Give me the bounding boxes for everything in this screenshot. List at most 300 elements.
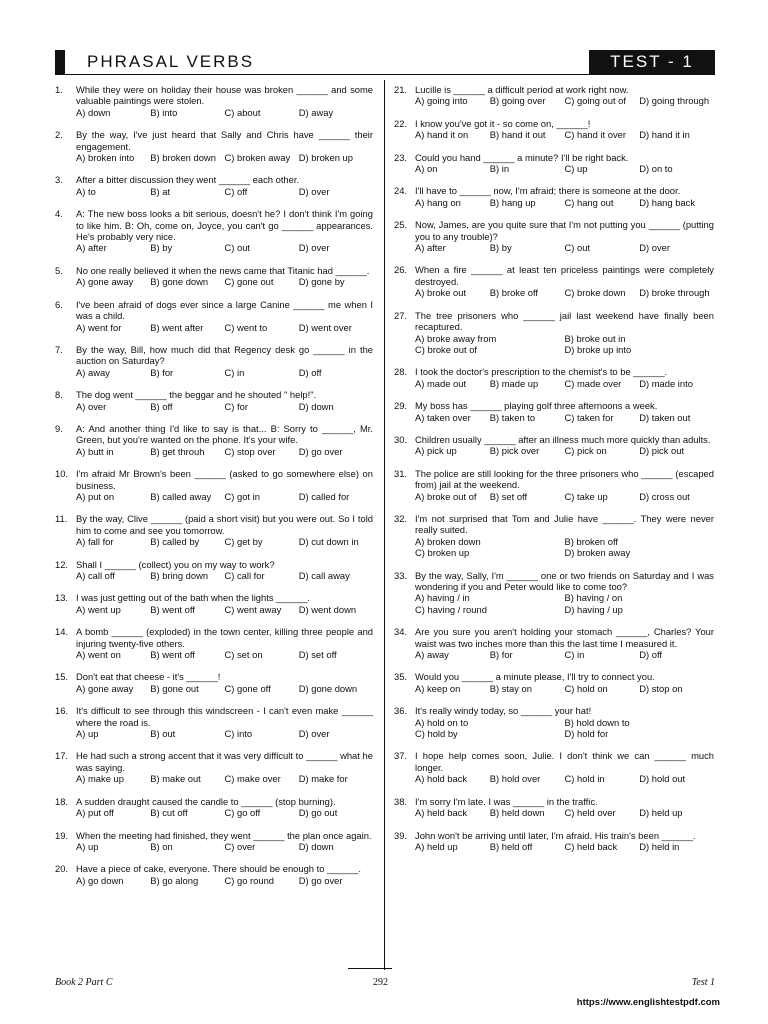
- question-number: 14.: [55, 626, 69, 638]
- answer-option[interactable]: A) away: [76, 366, 110, 378]
- answer-option[interactable]: B) for: [489, 649, 513, 661]
- answer-option[interactable]: C) set on: [224, 649, 263, 661]
- question-item: [394, 366, 714, 389]
- answer-option[interactable]: C) made over: [564, 377, 622, 389]
- answer-option[interactable]: D) on to: [639, 163, 673, 175]
- question-item: [394, 219, 714, 253]
- answer-options: [415, 333, 714, 356]
- answer-option[interactable]: B) get throuh: [150, 445, 205, 457]
- answer-option[interactable]: D) down: [298, 400, 334, 412]
- answer-options: [415, 649, 714, 660]
- question-item: [55, 265, 373, 288]
- question-number: 12.: [55, 558, 69, 570]
- answer-option[interactable]: D) hang back: [639, 196, 696, 208]
- question-number: 29.: [394, 400, 408, 412]
- answer-options: [415, 163, 714, 174]
- question-stem: Don't eat that cheese - it's ______!: [76, 671, 221, 683]
- answer-option[interactable]: D) broke through: [639, 287, 710, 299]
- answer-option[interactable]: B) off: [150, 400, 173, 412]
- question-item: [55, 299, 373, 333]
- question-number: 38.: [394, 795, 408, 807]
- answer-option[interactable]: C) hang out: [564, 196, 614, 208]
- answer-option[interactable]: C) stop over: [224, 445, 276, 457]
- footer-book: Book 2 Part C: [55, 977, 113, 988]
- right-column: [394, 84, 714, 863]
- question-item: [394, 796, 714, 819]
- question-number: 36.: [394, 705, 408, 717]
- answer-options: [76, 491, 373, 502]
- answer-options: [76, 649, 373, 660]
- answer-options: [76, 186, 373, 197]
- question-stem: A: And another thing I'd like to say is that... B: Sorry to ______, Mr. Green, but you're wanted on the phone. It's your wife.: [76, 422, 373, 446]
- answer-option[interactable]: C) for: [224, 400, 248, 412]
- question-number: 39.: [394, 829, 408, 841]
- question-number: 15.: [55, 671, 69, 683]
- answer-option[interactable]: C) broke down: [564, 287, 626, 299]
- answer-options: [76, 728, 373, 739]
- question-item: [394, 830, 714, 853]
- answer-option[interactable]: B) gone down: [150, 276, 209, 288]
- answer-option[interactable]: D) off: [639, 649, 663, 661]
- answer-options: [76, 604, 373, 615]
- answer-option[interactable]: B) held off: [489, 840, 533, 852]
- answer-option[interactable]: C) about: [224, 106, 261, 118]
- answer-option[interactable]: A) over: [76, 400, 107, 412]
- question-item: [394, 626, 714, 660]
- answer-option[interactable]: A) went for: [76, 321, 122, 333]
- question-number: 22.: [394, 117, 408, 129]
- answer-option[interactable]: A) down: [76, 106, 111, 118]
- question-number: 31.: [394, 467, 408, 479]
- answer-option[interactable]: C) hand it over: [564, 129, 626, 141]
- answer-option[interactable]: C) take up: [564, 490, 608, 502]
- answer-options: [76, 570, 373, 581]
- page-title: PHRASAL VERBS: [87, 52, 255, 71]
- answer-option[interactable]: A) held up: [415, 840, 458, 852]
- question-number: 1.: [55, 84, 63, 95]
- question-item: [55, 423, 373, 457]
- answer-option[interactable]: D) hold for: [564, 728, 609, 740]
- answer-option[interactable]: B) went off: [150, 603, 195, 615]
- left-column: [55, 84, 373, 897]
- answer-option[interactable]: A) up: [76, 840, 99, 852]
- question-stem: When a fire ______ at least ten priceless paintings were completely destroyed.: [415, 264, 714, 287]
- question-item: [55, 863, 373, 886]
- answer-options: [415, 445, 714, 456]
- answer-option[interactable]: A) put on: [76, 490, 115, 502]
- answer-option[interactable]: C) get by: [224, 536, 263, 548]
- question-number: 19.: [55, 829, 69, 841]
- answer-option[interactable]: B) having / on: [564, 592, 623, 604]
- answer-option[interactable]: A) hang on: [415, 196, 461, 208]
- answer-option[interactable]: B) broke out in: [564, 332, 626, 344]
- answer-option[interactable]: C) off: [224, 185, 248, 197]
- question-stem: While they were on holiday their house was broken ______ and some valuable paintings were stolen.: [76, 84, 373, 107]
- question-number: 7.: [55, 343, 63, 355]
- answer-options: [415, 197, 714, 208]
- question-item: [55, 344, 373, 378]
- answer-option[interactable]: D) go over: [298, 874, 343, 886]
- question-item: [55, 174, 373, 197]
- question-stem: John won't be arriving until later, I'm afraid. His train's been ______.: [415, 829, 696, 841]
- question-item: [55, 559, 373, 582]
- answer-option[interactable]: D) cut down in: [298, 536, 359, 548]
- answer-option[interactable]: D) over: [298, 242, 330, 254]
- footer-rule: [348, 968, 392, 969]
- question-stem: The dog went ______ the beggar and he shouted " help!".: [76, 389, 317, 401]
- answer-option[interactable]: D) called for: [298, 490, 350, 502]
- answer-option[interactable]: D) taken out: [639, 411, 691, 423]
- question-item: [394, 84, 714, 107]
- question-item: [55, 389, 373, 412]
- question-stem: Now, James, are you quite sure that I'm not putting you ______ (putting you to any trouble)?: [415, 219, 714, 242]
- question-number: 37.: [394, 750, 408, 762]
- answer-options: [76, 807, 373, 818]
- question-number: 6.: [55, 298, 63, 310]
- answer-option[interactable]: C) gone off: [224, 682, 271, 694]
- answer-option[interactable]: B) pick over: [489, 445, 540, 457]
- answer-option[interactable]: D) held in: [639, 840, 680, 852]
- question-stem: Shall I ______ (collect) you on my way to work?: [76, 558, 275, 570]
- question-number: 4.: [55, 208, 63, 220]
- answer-option[interactable]: D) went over: [298, 321, 352, 333]
- answer-option[interactable]: B) called by: [150, 536, 200, 548]
- question-stem: By the way, Bill, how much did that Regency desk go ______ in the auction on Saturday?: [76, 343, 373, 367]
- answer-option[interactable]: B) going over: [489, 95, 546, 107]
- answer-option[interactable]: A) going into: [415, 95, 468, 107]
- question-item: [394, 152, 714, 175]
- answer-option[interactable]: A) after: [415, 242, 446, 254]
- answer-option[interactable]: A) broken into: [76, 152, 135, 164]
- answer-option[interactable]: D) make for: [298, 773, 348, 785]
- answer-option[interactable]: D) set off: [298, 649, 337, 661]
- answer-options: [76, 446, 373, 457]
- question-stem: Are you sure you aren't holding your stomach ______, Charles? Your waist was two inches more than this the last time I measured it.: [415, 626, 714, 649]
- answer-option[interactable]: A) broken down: [415, 535, 481, 547]
- question-item: [55, 129, 373, 163]
- answer-option[interactable]: D) hold out: [639, 773, 686, 785]
- question-number: 3.: [55, 174, 63, 186]
- answer-option[interactable]: C) broke out of: [415, 343, 478, 355]
- question-stem: I'm afraid Mr Brown's been ______ (asked to go somewhere else) on business.: [76, 468, 373, 491]
- answer-option[interactable]: A) having / in: [415, 592, 470, 604]
- answer-option[interactable]: B) taken to: [489, 411, 536, 423]
- answer-options: [415, 807, 714, 818]
- answer-option[interactable]: B) hang up: [489, 196, 536, 208]
- answer-option[interactable]: B) broke off: [489, 287, 539, 299]
- answer-option[interactable]: B) hand it out: [489, 129, 546, 141]
- question-stem: Would you ______ a minute please, I'll try to connect you.: [415, 671, 655, 683]
- question-item: [55, 830, 373, 853]
- question-number: 10.: [55, 468, 69, 480]
- answer-option[interactable]: B) cut off: [150, 807, 188, 819]
- answer-option[interactable]: C) went away: [224, 603, 282, 615]
- answer-options: [415, 592, 714, 615]
- answer-option[interactable]: B) hold down to: [564, 716, 630, 728]
- answer-option[interactable]: D) cross out: [639, 490, 690, 502]
- answer-option[interactable]: B) went after: [150, 321, 204, 333]
- answer-option[interactable]: C) taken for: [564, 411, 614, 423]
- answer-options: [415, 412, 714, 423]
- test-label: TEST - 1: [589, 50, 715, 74]
- question-stem: I've been afraid of dogs ever since a large Canine ______ me when I was a child.: [76, 298, 373, 322]
- answer-option[interactable]: A) hand it on: [415, 129, 469, 141]
- question-number: 16.: [55, 705, 69, 717]
- answer-option[interactable]: D) stop on: [639, 682, 683, 694]
- answer-option[interactable]: D) made into: [639, 377, 693, 389]
- question-number: 11.: [55, 513, 68, 525]
- footer-url-link[interactable]: https://www.englishtestpdf.com: [576, 997, 720, 1008]
- question-item: [55, 626, 373, 660]
- question-stem: A sudden draught caused the candle to ______ (stop burning).: [76, 795, 336, 807]
- answer-option[interactable]: B) bring down: [150, 570, 209, 581]
- question-stem: Lucille is ______ a difficult period at work right now.: [415, 84, 629, 95]
- answer-options: [76, 152, 373, 163]
- answer-options: [76, 107, 373, 118]
- answer-option[interactable]: D) held up: [639, 807, 683, 819]
- answer-options: [76, 367, 373, 378]
- question-number: 5.: [55, 264, 63, 276]
- answer-option[interactable]: A) put off: [76, 807, 114, 819]
- answer-option[interactable]: B) into: [150, 106, 178, 118]
- answer-option[interactable]: D) away: [298, 106, 334, 118]
- question-number: 35.: [394, 671, 408, 683]
- question-item: [394, 185, 714, 208]
- answer-option[interactable]: A) pick up: [415, 445, 457, 457]
- question-number: 24.: [394, 185, 408, 197]
- answer-option[interactable]: A) gone away: [76, 276, 134, 288]
- answer-option[interactable]: D) down: [298, 840, 334, 852]
- question-number: 9.: [55, 422, 63, 434]
- answer-option[interactable]: D) call away: [298, 570, 350, 581]
- question-stem: Children usually ______ after an illness much more quickly than adults.: [415, 433, 711, 445]
- answer-options: [76, 322, 373, 333]
- answer-option[interactable]: A) gone away: [76, 682, 134, 694]
- answer-option[interactable]: B) by: [150, 242, 173, 254]
- answer-options: [415, 773, 714, 784]
- answer-option[interactable]: D) broken away: [564, 547, 631, 559]
- answer-options: [76, 841, 373, 852]
- answer-option[interactable]: C) make over: [224, 773, 281, 785]
- question-stem: By the way, I've just heard that Sally and Chris have ______ their engagement.: [76, 129, 373, 152]
- answer-options: [415, 95, 714, 106]
- answer-option[interactable]: B) on: [150, 840, 173, 852]
- question-stem: By the way, Clive ______ (paid a short visit) but you were out. So I told him to come and see you tomorrow.: [76, 513, 373, 536]
- question-stem: After a bitter discussion they went ______ each other.: [76, 174, 300, 186]
- answer-option[interactable]: D) go over: [298, 445, 343, 457]
- answer-option[interactable]: B) broken down: [150, 152, 216, 164]
- answer-option[interactable]: D) gone by: [298, 276, 345, 288]
- question-number: 18.: [55, 795, 69, 807]
- answer-option[interactable]: B) broken off: [564, 535, 619, 547]
- answer-option[interactable]: D) over: [298, 728, 330, 740]
- answer-option[interactable]: B) in: [489, 163, 510, 175]
- answer-option[interactable]: D) hand it in: [639, 129, 690, 141]
- question-stem: I know you've got it - so come on, ______!: [415, 117, 591, 129]
- answer-options: [76, 683, 373, 694]
- answer-option[interactable]: A) went up: [76, 603, 121, 615]
- answer-option[interactable]: B) by: [489, 242, 512, 254]
- question-stem: By the way, Sally, I'm ______ one or two friends on Saturday and I was wondering if you and Peter would like to come too?: [415, 569, 714, 592]
- question-item: [394, 400, 714, 423]
- answer-option[interactable]: C) hold by: [415, 728, 458, 740]
- answer-option[interactable]: C) pick on: [564, 445, 607, 457]
- answer-option[interactable]: C) up: [564, 163, 588, 175]
- question-number: 8.: [55, 389, 63, 401]
- answer-option[interactable]: B) made up: [489, 377, 539, 389]
- answer-option[interactable]: A) to: [76, 185, 96, 197]
- question-stem: My boss has ______ playing golf three afternoons a week.: [415, 400, 658, 412]
- question-number: 25.: [394, 219, 408, 231]
- answer-option[interactable]: D) over: [298, 185, 330, 197]
- answer-option[interactable]: A) after: [76, 242, 107, 254]
- answer-options: [76, 875, 373, 886]
- answer-options: [415, 378, 714, 389]
- question-item: [394, 705, 714, 739]
- answer-option[interactable]: C) over: [224, 840, 256, 852]
- answer-options: [415, 717, 714, 740]
- answer-option[interactable]: B) at: [150, 185, 171, 197]
- answer-option[interactable]: C) broken away: [224, 152, 291, 164]
- answer-option[interactable]: B) set off: [489, 490, 528, 502]
- answer-option[interactable]: D) go out: [298, 807, 338, 819]
- footer-test: Test 1: [691, 977, 715, 988]
- answer-option[interactable]: D) going through: [639, 95, 710, 107]
- answer-option[interactable]: C) go round: [224, 874, 275, 886]
- question-stem: He had such a strong accent that it was very difficult to ______ what he was saying.: [76, 750, 373, 773]
- answer-option[interactable]: A) hold back: [415, 773, 468, 785]
- answer-option[interactable]: C) got in: [224, 490, 260, 502]
- answer-option[interactable]: D) having / up: [564, 603, 623, 615]
- answer-option[interactable]: C) hold in: [564, 773, 605, 785]
- answer-option[interactable]: A) broke out of: [415, 490, 477, 502]
- answer-option[interactable]: B) gone out: [150, 682, 199, 694]
- question-item: [55, 705, 373, 739]
- question-item: [394, 513, 714, 559]
- answer-options: [415, 841, 714, 852]
- answer-option[interactable]: C) out: [224, 242, 251, 254]
- answer-options: [415, 129, 714, 140]
- answer-option[interactable]: A) hold on to: [415, 716, 469, 728]
- answer-option[interactable]: A) go down: [76, 874, 124, 886]
- footer-page-number: 292: [373, 977, 388, 988]
- answer-options: [415, 491, 714, 502]
- answer-option[interactable]: B) held down: [489, 807, 545, 819]
- answer-option[interactable]: A) on: [415, 163, 438, 175]
- answer-option[interactable]: A) made out: [415, 377, 467, 389]
- answer-options: [76, 773, 373, 784]
- answer-option[interactable]: C) going out of: [564, 95, 626, 107]
- question-number: 27.: [394, 309, 408, 321]
- answer-option[interactable]: B) hold over: [489, 773, 541, 785]
- question-number: 28.: [394, 366, 408, 378]
- question-stem: The police are still looking for the three prisoners who ______ (escaped from) jail at the weekend.: [415, 467, 714, 491]
- answer-option[interactable]: D) went down: [298, 603, 357, 615]
- answer-option[interactable]: B) out: [150, 728, 176, 740]
- answer-option[interactable]: C) having / round: [415, 603, 487, 615]
- answer-option[interactable]: B) called away: [150, 490, 212, 502]
- answer-option[interactable]: A) make up: [76, 773, 124, 785]
- answer-option[interactable]: A) taken over: [415, 411, 471, 423]
- question-item: [394, 570, 714, 616]
- question-number: 20.: [55, 863, 69, 875]
- answer-option[interactable]: C) in: [564, 649, 585, 661]
- question-item: [394, 118, 714, 141]
- answer-option[interactable]: B) for: [150, 366, 174, 378]
- question-stem: I'm not surprised that Tom and Julie have ______. They were never really suited.: [415, 512, 714, 536]
- answer-option[interactable]: C) broken up: [415, 547, 470, 559]
- answer-option[interactable]: D) pick out: [639, 445, 685, 457]
- answer-option[interactable]: C) go off: [224, 807, 261, 819]
- question-item: [394, 310, 714, 356]
- answer-option[interactable]: A) call off: [76, 570, 115, 581]
- answer-option[interactable]: D) off: [298, 366, 322, 378]
- answer-option[interactable]: C) held over: [564, 807, 616, 819]
- question-number: 13.: [55, 592, 69, 604]
- question-number: 32.: [394, 512, 408, 524]
- question-item: [394, 468, 714, 502]
- answer-options: [415, 683, 714, 694]
- answer-option[interactable]: A) went on: [76, 649, 121, 661]
- question-stem: Have a piece of cake, everyone. There should be enough to ______.: [76, 863, 361, 875]
- question-stem: I took the doctor's prescription to the chemist's to be ______.: [415, 366, 668, 378]
- answer-option[interactable]: B) went off: [150, 649, 195, 661]
- question-item: [394, 434, 714, 457]
- answer-option[interactable]: A) away: [415, 649, 449, 661]
- answer-option[interactable]: C) in: [224, 366, 245, 378]
- question-stem: The tree prisoners who ______ jail last weekend have finally been recaptured.: [415, 309, 714, 333]
- question-item: [55, 513, 373, 547]
- question-number: 2.: [55, 129, 63, 141]
- answer-option[interactable]: B) go along: [150, 874, 199, 886]
- answer-option[interactable]: C) into: [224, 728, 253, 740]
- answer-option[interactable]: B) stay on: [489, 682, 532, 694]
- answer-option[interactable]: D) over: [639, 242, 670, 254]
- answer-option[interactable]: A) broke out: [415, 287, 467, 299]
- question-item: [394, 750, 714, 784]
- answer-option[interactable]: C) hold on: [564, 682, 608, 694]
- answer-option[interactable]: A) up: [76, 728, 99, 740]
- answer-option[interactable]: C) held back: [564, 840, 618, 852]
- question-item: [55, 208, 373, 254]
- answer-option[interactable]: A) broke away from: [415, 332, 497, 344]
- question-stem: I'll have to ______ now, I'm afraid; there is someone at the door.: [415, 185, 681, 197]
- question-stem: I hope help comes soon, Julie. I don't think we can ______ much longer.: [415, 750, 714, 773]
- answer-options: [76, 242, 373, 253]
- question-number: 26.: [394, 264, 408, 276]
- answer-option[interactable]: B) make out: [150, 773, 201, 785]
- question-stem: No one really believed it when the news came that Titanic had ______.: [76, 264, 370, 276]
- question-item: [394, 264, 714, 298]
- answer-option[interactable]: D) broken up: [298, 152, 353, 164]
- answer-option[interactable]: A) fall for: [76, 536, 114, 548]
- answer-options: [76, 536, 373, 547]
- question-stem: A: The new boss looks a bit serious, doesn't he? I don't think I'm going to like him. B: Oh, come on, Joyce, you can't go ______ appearances. He's probably very nice.: [76, 208, 373, 243]
- answer-option[interactable]: D) gone down: [298, 682, 358, 694]
- answer-option[interactable]: A) held back: [415, 807, 468, 819]
- answer-options: [76, 276, 373, 287]
- answer-options: [415, 287, 714, 298]
- answer-option[interactable]: A) butt in: [76, 445, 114, 457]
- answer-option[interactable]: D) broke up into: [564, 343, 632, 355]
- page-header: [55, 50, 715, 74]
- answer-option[interactable]: C) call for: [224, 570, 265, 581]
- answer-option[interactable]: C) went to: [224, 321, 268, 333]
- question-number: 23.: [394, 151, 408, 163]
- answer-option[interactable]: C) gone out: [224, 276, 274, 288]
- answer-option[interactable]: C) out: [564, 242, 591, 254]
- answer-option[interactable]: A) keep on: [415, 682, 461, 694]
